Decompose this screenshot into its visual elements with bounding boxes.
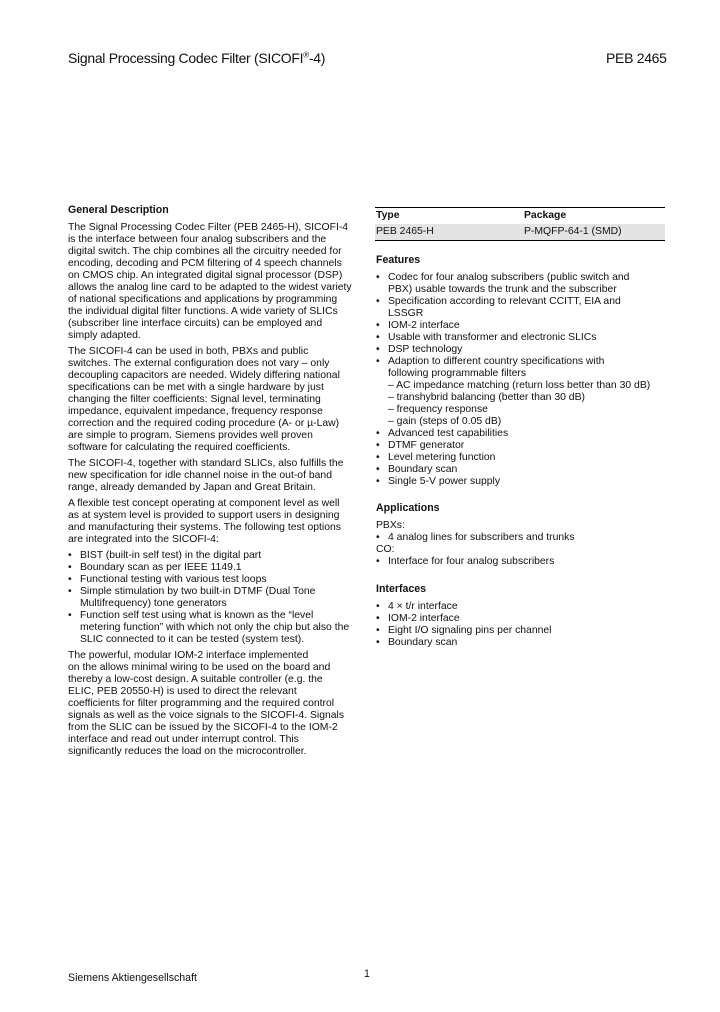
bullet-icon: •	[68, 550, 72, 561]
list-item-line: Advanced test capabilities	[388, 428, 509, 439]
text-line: digital switch. The chip combines all the circuitry needed for	[68, 246, 342, 257]
bullet-icon: •	[376, 601, 380, 612]
text-line: impedance, equivalent impedance, frequency response	[68, 406, 323, 417]
bullet-icon: •	[68, 574, 72, 585]
list-item	[68, 610, 368, 646]
list-item	[68, 562, 368, 574]
text-line: significantly reduces the load on the microcontroller.	[68, 746, 307, 757]
section-heading: Features	[376, 254, 421, 266]
section-heading: General Description	[68, 204, 169, 216]
column-header: Package	[524, 210, 567, 221]
bullet-icon: •	[376, 625, 380, 636]
bullet-icon: •	[376, 320, 380, 331]
text-line: thereby a low-cost design. A suitable controller (e.g. the	[68, 674, 323, 685]
general-description	[68, 204, 368, 758]
list-item-line: Boundary scan	[388, 464, 458, 475]
list-item-line: SLIC connected to it can be tested (system test).	[80, 634, 305, 645]
text-line: and manufacturing their systems. The following test options	[68, 522, 341, 533]
bullet-icon: •	[376, 452, 380, 463]
sub-item: – transhybrid balancing (better than 30 dB)	[388, 392, 585, 403]
interfaces-section	[376, 583, 676, 649]
list-item-line: metering function” with which not only the chip but also the	[80, 622, 350, 633]
list-item	[376, 356, 676, 428]
column-header: Type	[376, 210, 400, 221]
features-section	[376, 254, 676, 488]
text-line: decoupling capacitors are needed. Widely differing national	[68, 370, 340, 381]
text-line: from the SLIC can be issued by the SICOFI-4 to the IOM-2	[68, 722, 338, 733]
list-item	[376, 440, 676, 452]
list-item-line: Codec for four analog subscribers (public switch and	[388, 272, 630, 283]
list-item-line: Specification according to relevant CCITT, EIA and	[388, 296, 621, 307]
list-item	[376, 601, 676, 613]
list-item-line: PBX) usable towards the trunk and the subscriber	[388, 284, 617, 295]
page-number: 1	[364, 968, 370, 980]
list-item	[376, 625, 676, 637]
bullet-icon: •	[376, 532, 380, 543]
list-item	[376, 476, 676, 488]
text-line: range, already demanded by Japan and Great Britain.	[68, 482, 316, 493]
list-item-text: Boundary scan	[388, 637, 458, 648]
sub-item: – frequency response	[388, 404, 488, 415]
text-line: of national specifications and applications by programming	[68, 294, 338, 305]
list-item-line: DSP technology	[388, 344, 463, 355]
list-item-line: BIST (built-in self test) in the digital part	[80, 550, 262, 561]
list-item-text: 4 × t/r interface	[388, 601, 458, 612]
table-header	[375, 208, 665, 224]
bullet-icon: •	[376, 637, 380, 648]
document-title: Signal Processing Codec Filter (SICOFI®-4)	[68, 50, 326, 66]
text-line: switches. The external configuration does not vary – only	[68, 358, 330, 369]
list-item	[376, 320, 676, 332]
section-heading: Interfaces	[376, 583, 427, 595]
list-item: • 4 analog lines for subscribers and trunks	[376, 532, 575, 543]
list-item	[68, 550, 368, 562]
list-item-line: Usable with transformer and electronic SLICs	[388, 332, 597, 343]
list-item-line: following programmable filters	[388, 368, 527, 379]
list-item	[68, 586, 368, 610]
text-line: (subscriber line interface circuits) can be employed and	[68, 318, 323, 329]
text-line: allows the analog line card to be adapted to the widest variety	[68, 282, 352, 293]
list-item: • Interface for four analog subscribers	[376, 556, 555, 567]
list-item	[376, 428, 676, 440]
list-item	[376, 452, 676, 464]
bullet-icon: •	[376, 428, 380, 439]
list-item-line: Single 5-V power supply	[388, 476, 501, 487]
bullet-icon: •	[376, 356, 380, 367]
text-line: signals as well as the voice signals to the SICOFI-4. Signals	[68, 710, 345, 721]
text-line: simply adapted.	[68, 330, 141, 341]
list-item-line: Level metering function	[388, 452, 496, 463]
list-item-line: Simple stimulation by two built-in DTMF (Dual Tone	[80, 586, 316, 597]
bullet-icon: •	[68, 586, 72, 597]
bullet-icon: •	[376, 464, 380, 475]
bullet-icon: •	[376, 344, 380, 355]
sub-item: – AC impedance matching (return loss better than 30 dB)	[388, 380, 651, 391]
list-item-line: Adaption to different country specifications with	[388, 356, 605, 367]
text-line: on the allows minimal wiring to be used on the board and	[68, 662, 331, 673]
paragraph	[68, 458, 368, 494]
bullet-icon: •	[376, 556, 380, 567]
co-label: CO:	[376, 544, 395, 555]
bullet-icon: •	[68, 562, 72, 573]
text-line: is the interface between four analog subscribers and the	[68, 234, 327, 245]
text-line: the individual digital filter functions. A wide variety of SLICs	[68, 306, 338, 317]
text-line: new specification for idle channel noise in the out-of band	[68, 470, 332, 481]
text-line: specifications can be met with a single hardware by just	[68, 382, 324, 393]
bullet-icon: •	[376, 296, 380, 307]
table-cell: P-MQFP-64-1 (SMD)	[524, 226, 622, 237]
list-item-line: Function self test using what is known as the “level	[80, 610, 314, 621]
text-line: correction and the required coding procedure (A- or µ-Law)	[68, 418, 340, 429]
list-item	[376, 296, 676, 320]
text-line: A flexible test concept operating at component level as well	[68, 498, 340, 509]
text-line: The powerful, modular IOM-2 interface implemented	[68, 650, 309, 661]
list-item	[376, 272, 676, 296]
bullet-icon: •	[376, 272, 380, 283]
bullet-icon: •	[376, 440, 380, 451]
text-line: are simple to program. Siemens provides well proven	[68, 430, 313, 441]
pbx-label: PBXs:	[376, 520, 405, 531]
paragraph	[68, 222, 368, 342]
bullet-icon: •	[376, 476, 380, 487]
list-item-text: IOM-2 interface	[388, 613, 460, 624]
list-item-line: Boundary scan as per IEEE 1149.1	[80, 562, 242, 573]
text-line: encoding, decoding and PCM filtering of 4 speech channels	[68, 258, 342, 269]
bullet-icon: •	[376, 332, 380, 343]
list-item-line: DTMF generator	[388, 440, 465, 451]
list-item-line: Multifrequency) tone generators	[80, 598, 227, 609]
text-line: coefficients for filter programming and the required control	[68, 698, 335, 709]
text-line: changing the filter coefficients: Signal level, terminating	[68, 394, 321, 405]
section-heading: Applications	[376, 502, 440, 514]
text-line: as at system level is provided to support users in designing	[68, 510, 340, 521]
applications-section	[376, 502, 676, 568]
sub-item: – gain (steps of 0.05 dB)	[388, 416, 502, 427]
bullet-icon: •	[68, 610, 72, 621]
list-item-line: IOM-2 interface	[388, 320, 460, 331]
table-cell: PEB 2465-H	[376, 226, 434, 237]
list-item-line: Functional testing with various test loops	[80, 574, 267, 585]
part-number: PEB 2465	[606, 50, 667, 66]
text-line: The SICOFI-4, together with standard SLICs, also fulfills the	[68, 458, 344, 469]
text-line: software for calculating the required coefficients.	[68, 442, 291, 453]
list-item	[68, 574, 368, 586]
footer-company: Siemens Aktiengesellschaft	[68, 972, 197, 984]
text-line: are integrated into the SICOFI-4:	[68, 534, 219, 545]
list-item	[376, 332, 676, 344]
list-item	[376, 344, 676, 356]
paragraph	[68, 346, 368, 454]
table-row	[375, 224, 665, 240]
text-line: ELIC, PEB 20550-H) is used to direct the relevant	[68, 686, 297, 697]
text-line: The Signal Processing Codec Filter (PEB 2465-H), SICOFI-4	[68, 222, 349, 233]
paragraph	[68, 498, 368, 546]
list-item-line: LSSGR	[388, 308, 424, 319]
list-item	[376, 637, 676, 649]
type-package-table	[375, 207, 665, 241]
text-line: The SICOFI-4 can be used in both, PBXs and public	[68, 346, 309, 357]
list-item-text: Eight I/O signaling pins per channel	[388, 625, 552, 636]
list-item	[376, 464, 676, 476]
bullet-icon: •	[376, 613, 380, 624]
list-item	[376, 613, 676, 625]
text-line: on CMOS chip. An integrated digital signal processor (DSP)	[68, 270, 343, 281]
text-line: interface and read out under interrupt control. This	[68, 734, 299, 745]
